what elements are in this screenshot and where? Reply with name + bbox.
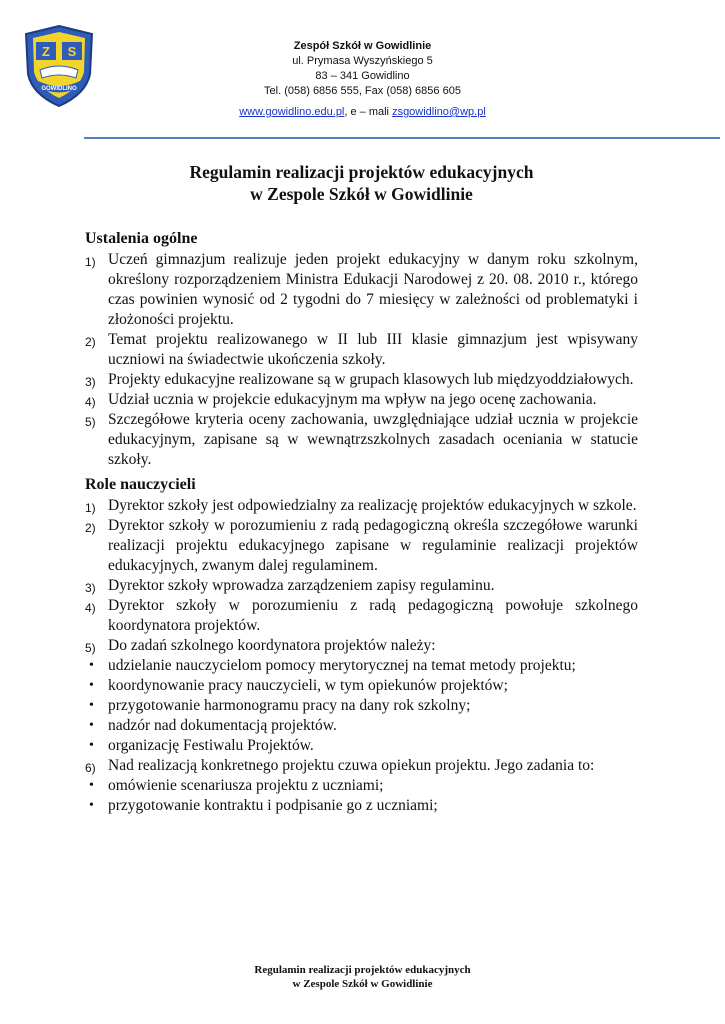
page-footer — [200, 963, 525, 991]
item-text: Uczeń gimnazjum realizuje jeden projekt edukacyjny w danym roku szkolnym, określony rozporządzeniem Ministra Edukacji Narodowej z 20. 08. 2010 r., którego czas powinien wynosić od 2 tygodni do 7 miesięcy w zależności od problematyki i złożoności projektu. — [108, 251, 638, 328]
item-number: 5) — [85, 641, 96, 655]
document-body — [85, 228, 638, 816]
general-rules-list — [85, 250, 638, 470]
item-text: Dyrektor szkoły w porozumieniu z radą pedagogiczną powołuje szkolnego koordynatora projektów. — [108, 597, 638, 634]
item-number: 2) — [85, 335, 96, 349]
bullet-item — [85, 676, 638, 696]
bullet-item — [85, 776, 638, 796]
logo-ribbon-text: GOWIDLINO — [41, 86, 77, 92]
bullet-item — [85, 696, 638, 716]
document-title — [85, 161, 638, 205]
item-number: 1) — [85, 501, 96, 515]
item-number: 4) — [85, 601, 96, 615]
list-item — [85, 390, 638, 410]
school-name: Zespół Szkół w Gowidlinie — [293, 40, 432, 52]
logo-letter-z: Z — [42, 44, 50, 59]
list-item — [85, 756, 638, 776]
item-text: Dyrektor szkoły w porozumieniu z radą pedagogiczną określa szczegółowe warunki realizacji projektu edukacyjnego zapisane w regulaminie realizacji projektów edukacyjnych, zwanym dalej regulaminem. — [108, 517, 638, 574]
bullet: • — [89, 778, 94, 793]
list-item — [85, 596, 638, 636]
bullet: • — [89, 678, 94, 693]
school-crest-icon — [22, 24, 96, 108]
contact-links — [200, 105, 525, 120]
bullet: • — [89, 798, 94, 813]
item-number: 3) — [85, 581, 96, 595]
bullet-item — [85, 796, 638, 816]
list-item — [85, 410, 638, 470]
list-item — [85, 370, 638, 390]
logo-letter-s: S — [67, 44, 77, 59]
item-text: Nad realizacją konkretnego projektu czuwa opiekun projektu. Jego zadania to: — [108, 757, 595, 774]
title-line-2: w Zespole Szkół w Gowidlinie — [250, 184, 473, 204]
teacher-roles-list — [85, 496, 638, 816]
item-text: Dyrektor szkoły jest odpowiedzialny za realizację projektów edukacyjnych w szkole. — [108, 497, 637, 514]
list-item — [85, 250, 638, 330]
list-item — [85, 330, 638, 370]
email-label: , e – mali — [344, 106, 393, 118]
bullet: • — [89, 738, 94, 753]
item-text: Temat projektu realizowanego w II lub III klasie gimnazjum jest wpisywany uczniowi na świadectwie ukończenia szkoły. — [108, 331, 638, 368]
item-text: przygotowanie harmonogramu pracy na dany rok szkolny; — [108, 697, 471, 714]
item-text: organizację Festiwalu Projektów. — [108, 737, 314, 754]
bullet: • — [89, 658, 94, 673]
bullet: • — [89, 698, 94, 713]
footer-line-2: w Zespole Szkół w Gowidlinie — [292, 978, 433, 990]
school-phone: Tel. (058) 6856 555, Fax (058) 6856 605 — [264, 85, 461, 97]
email-link[interactable]: zsgowidlino@wp.pl — [392, 106, 486, 118]
item-text: udzielanie nauczycielom pomocy merytorycznej na temat metody projektu; — [108, 657, 576, 674]
item-number: 1) — [85, 255, 96, 269]
list-item — [85, 516, 638, 576]
bullet-item — [85, 716, 638, 736]
list-item — [85, 576, 638, 596]
title-line-1: Regulamin realizacji projektów edukacyjnych — [189, 162, 534, 182]
header-divider — [84, 137, 720, 139]
item-text: Do zadań szkolnego koordynatora projektów należy: — [108, 637, 436, 654]
list-item — [85, 636, 638, 656]
item-text: Szczegółowe kryteria oceny zachowania, uwzględniające udział ucznia w projekcie edukacyjnym, zapisane są w wewnątrzszkolnych zasadach oceniania w statucie szkoły. — [108, 411, 638, 468]
item-number: 6) — [85, 761, 96, 775]
bullet-item — [85, 736, 638, 756]
website-link[interactable]: www.gowidlino.edu.pl — [239, 106, 345, 118]
item-text: nadzór nad dokumentacją projektów. — [108, 717, 337, 734]
item-number: 5) — [85, 415, 96, 429]
school-street: ul. Prymasa Wyszyńskiego 5 — [292, 55, 433, 67]
item-text: omówienie scenariusza projektu z uczniami; — [108, 777, 384, 794]
footer-line-1: Regulamin realizacji projektów edukacyjnych — [254, 964, 471, 976]
item-text: Dyrektor szkoły wprowadza zarządzeniem zapisy regulaminu. — [108, 577, 495, 594]
item-number: 3) — [85, 375, 96, 389]
section-heading-teachers: Role nauczycieli — [85, 476, 196, 493]
letterhead — [200, 39, 525, 120]
list-item — [85, 496, 638, 516]
section-heading-general: Ustalenia ogólne — [85, 230, 198, 247]
item-text: przygotowanie kontraktu i podpisanie go z uczniami; — [108, 797, 438, 814]
bullet-item — [85, 656, 638, 676]
item-number: 2) — [85, 521, 96, 535]
item-text: Projekty edukacyjne realizowane są w grupach klasowych lub międzyoddziałowych. — [108, 371, 634, 388]
school-city: 83 – 341 Gowidlino — [315, 70, 410, 82]
item-text: koordynowanie pracy nauczycieli, w tym opiekunów projektów; — [108, 677, 508, 694]
item-text: Udział ucznia w projekcie edukacyjnym ma wpływ na jego ocenę zachowania. — [108, 391, 597, 408]
item-number: 4) — [85, 395, 96, 409]
bullet: • — [89, 718, 94, 733]
